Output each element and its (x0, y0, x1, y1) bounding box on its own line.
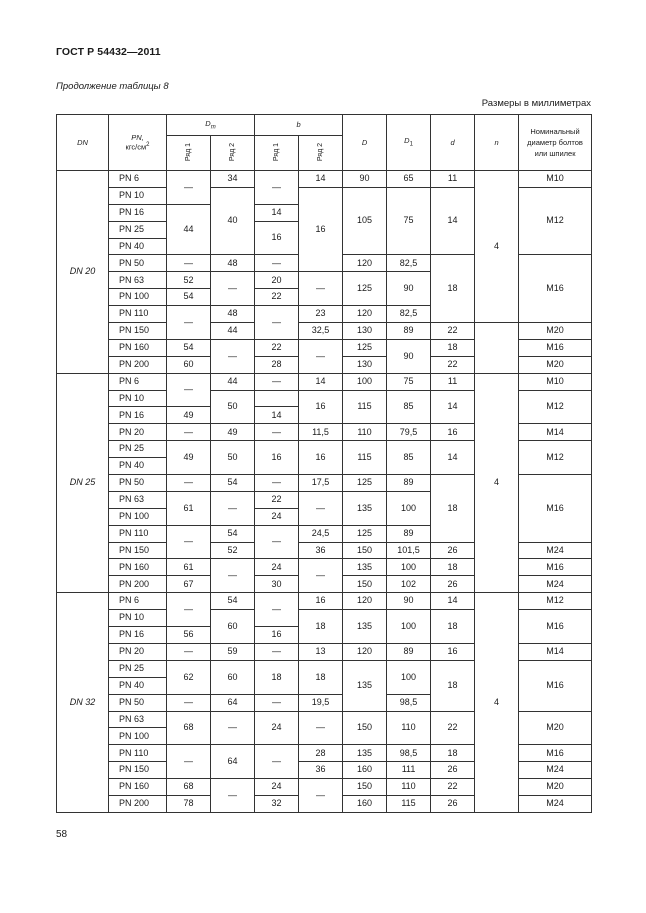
cell: — (255, 593, 299, 627)
cell: M12 (519, 593, 592, 610)
pn-cell: PN 50 (109, 694, 167, 711)
cell: — (255, 306, 299, 340)
cell: 14 (255, 204, 299, 221)
cell: 14 (431, 593, 475, 610)
cell: 150 (343, 779, 387, 796)
cell: 100 (343, 373, 387, 390)
cell: — (167, 255, 211, 272)
cell: 89 (387, 643, 431, 660)
cell: 150 (343, 711, 387, 745)
pn-cell: PN 10 (109, 390, 167, 407)
cell: 16 (431, 643, 475, 660)
cell: 61 (167, 559, 211, 576)
cell: 68 (167, 711, 211, 745)
cell: 40 (211, 187, 255, 255)
pn-cell: PN 50 (109, 255, 167, 272)
cell: 125 (343, 339, 387, 356)
col-header-dm-row1: Ряд 1 (167, 136, 211, 171)
cell: 89 (387, 475, 431, 492)
cell: 36 (299, 762, 343, 779)
cell: M16 (519, 255, 592, 323)
cell: 18 (431, 660, 475, 711)
pn-cell: PN 100 (109, 289, 167, 306)
cell: 125 (343, 272, 387, 306)
cell: 79,5 (387, 424, 431, 441)
cell: 44 (167, 204, 211, 255)
cell: 135 (343, 491, 387, 525)
cell: 135 (343, 745, 387, 762)
cell: 90 (343, 171, 387, 188)
cell: 18 (255, 660, 299, 694)
cell: 160 (343, 795, 387, 812)
cell: 105 (343, 187, 387, 255)
cell: — (167, 475, 211, 492)
cell: 54 (211, 525, 255, 542)
cell: 50 (211, 390, 255, 424)
cell: 16 (299, 441, 343, 475)
cell: 16 (299, 390, 343, 424)
cell: — (255, 525, 299, 559)
cell: 14 (299, 171, 343, 188)
cell: — (211, 779, 255, 813)
cell: 13 (299, 643, 343, 660)
cell: 90 (387, 339, 431, 373)
cell: — (167, 694, 211, 711)
cell: 11,5 (299, 424, 343, 441)
cell: 135 (343, 610, 387, 644)
cell: — (299, 272, 343, 306)
cell: 28 (299, 745, 343, 762)
cell: 120 (343, 255, 387, 272)
cell: — (211, 559, 255, 593)
cell: 11 (431, 373, 475, 390)
group-dn32 (57, 593, 592, 813)
pn-cell: PN 200 (109, 795, 167, 812)
cell: 64 (211, 694, 255, 711)
cell: 64 (211, 745, 255, 779)
cell: 135 (343, 660, 387, 711)
cell: M14 (519, 424, 592, 441)
cell: 14 (299, 373, 343, 390)
pn-cell: PN 100 (109, 728, 167, 745)
cell: M12 (519, 390, 592, 424)
cell: — (167, 306, 211, 340)
cell: M16 (519, 559, 592, 576)
cell: 54 (167, 289, 211, 306)
cell: 60 (211, 610, 255, 644)
pn-cell: PN 25 (109, 660, 167, 677)
cell: 24 (255, 508, 299, 525)
cell: 26 (431, 542, 475, 559)
cell: 16 (299, 593, 343, 610)
cell: — (255, 475, 299, 492)
cell: 23 (299, 306, 343, 323)
pn-cell: PN 200 (109, 576, 167, 593)
col-header-b-row2: Ряд 2 (299, 136, 343, 171)
page-number: 58 (56, 829, 68, 840)
group-dn20 (57, 171, 592, 374)
cell: M24 (519, 542, 592, 559)
cell: 54 (167, 339, 211, 356)
cell: 150 (343, 576, 387, 593)
pn-cell: PN 160 (109, 559, 167, 576)
cell: — (255, 255, 299, 272)
cell: 16 (299, 187, 343, 271)
cell: 82,5 (387, 255, 431, 272)
pn-cell: PN 110 (109, 745, 167, 762)
table-row (57, 323, 592, 340)
cell: — (299, 491, 343, 525)
cell: 68 (167, 779, 211, 796)
col-header-D: D (343, 115, 387, 171)
table-row (57, 171, 592, 188)
pn-cell: PN 63 (109, 491, 167, 508)
standard-title: ГОСТ Р 54432—2011 (56, 46, 161, 58)
cell: 19,5 (299, 694, 343, 711)
col-header-b-row1: Ряд 1 (255, 136, 299, 171)
pn-cell: PN 16 (109, 204, 167, 221)
cell: 56 (167, 627, 211, 644)
cell: 49 (167, 441, 211, 475)
cell: 67 (167, 576, 211, 593)
cell: — (255, 694, 299, 711)
cell: 110 (343, 424, 387, 441)
cell: — (299, 711, 343, 745)
cell: 36 (299, 542, 343, 559)
cell: 4 (475, 593, 519, 813)
cell: 44 (211, 373, 255, 390)
cell: — (299, 779, 343, 813)
cell: 20 (255, 272, 299, 289)
pn-cell: PN 110 (109, 306, 167, 323)
cell: 65 (387, 171, 431, 188)
cell: 130 (343, 356, 387, 373)
pn-cell: PN 63 (109, 272, 167, 289)
cell: 22 (431, 323, 475, 340)
table-row (57, 373, 592, 390)
cell: 85 (387, 390, 431, 424)
cell: 60 (211, 660, 255, 694)
pn-cell: PN 16 (109, 627, 167, 644)
cell: 14 (431, 187, 475, 255)
cell: — (299, 339, 343, 373)
cell: 16 (255, 627, 299, 644)
cell: M20 (519, 323, 592, 340)
cell: — (167, 593, 211, 627)
cell: M24 (519, 795, 592, 812)
cell: 18 (299, 610, 343, 644)
pn-cell: PN 40 (109, 677, 167, 694)
cell: 4 (475, 171, 519, 323)
pn-cell: PN 110 (109, 525, 167, 542)
cell: 22 (255, 289, 299, 306)
cell: M12 (519, 187, 592, 255)
cell: 34 (211, 171, 255, 188)
cell: 101,5 (387, 542, 431, 559)
cell: — (255, 373, 299, 390)
cell: 78 (167, 795, 211, 812)
cell: 18 (431, 339, 475, 356)
pn-cell: PN 6 (109, 593, 167, 610)
cell: 62 (167, 660, 211, 694)
cell: M24 (519, 576, 592, 593)
cell: — (299, 559, 343, 593)
cell: 120 (343, 306, 387, 323)
cell: 26 (431, 795, 475, 812)
cell: 32 (255, 795, 299, 812)
cell: M10 (519, 171, 592, 188)
pn-cell: PN 25 (109, 221, 167, 238)
cell: M10 (519, 373, 592, 390)
cell: — (167, 643, 211, 660)
col-header-b: b (255, 115, 343, 136)
cell: — (211, 272, 255, 306)
cell: 59 (211, 643, 255, 660)
cell: 18 (431, 745, 475, 762)
cell: 16 (255, 221, 299, 255)
cell: 120 (343, 593, 387, 610)
cell: 24 (255, 559, 299, 576)
pn-cell: PN 63 (109, 711, 167, 728)
cell (255, 390, 299, 407)
cell: 150 (343, 542, 387, 559)
col-header-bolt: Номинальный диаметр болтов или шпилек (519, 115, 592, 171)
cell: 89 (387, 323, 431, 340)
cell: — (167, 373, 211, 407)
cell: 18 (431, 559, 475, 576)
cell: 18 (299, 660, 343, 694)
cell: — (211, 711, 255, 745)
cell: 17,5 (299, 475, 343, 492)
cell: 100 (387, 491, 431, 525)
cell: 22 (431, 356, 475, 373)
dn-cell: DN 20 (57, 171, 109, 374)
cell: 18 (431, 610, 475, 644)
cell: M12 (519, 441, 592, 475)
cell: 24 (255, 779, 299, 796)
cell: 89 (387, 525, 431, 542)
cell: 28 (255, 356, 299, 373)
pn-cell: PN 20 (109, 643, 167, 660)
cell: 102 (387, 576, 431, 593)
pn-cell: PN 160 (109, 779, 167, 796)
cell: M24 (519, 762, 592, 779)
cell: 100 (387, 610, 431, 644)
cell: 14 (431, 390, 475, 424)
cell: 14 (431, 441, 475, 475)
cell: — (211, 339, 255, 373)
pn-cell: PN 50 (109, 475, 167, 492)
cell: 52 (167, 272, 211, 289)
cell: — (255, 424, 299, 441)
cell: 49 (211, 424, 255, 441)
pn-cell: PN 40 (109, 458, 167, 475)
dn-cell: DN 25 (57, 373, 109, 593)
cell: 48 (211, 255, 255, 272)
cell: 24 (255, 711, 299, 745)
cell: 18 (431, 475, 475, 543)
pn-cell: PN 6 (109, 171, 167, 188)
cell: 50 (211, 441, 255, 475)
cell: 32,5 (299, 323, 343, 340)
flange-dimensions-table (56, 114, 592, 813)
cell: 120 (343, 643, 387, 660)
col-header-d: d (431, 115, 475, 171)
cell: 100 (387, 559, 431, 576)
cell: 98,5 (387, 694, 431, 711)
cell: 160 (343, 762, 387, 779)
pn-cell: PN 10 (109, 187, 167, 204)
col-header-n: n (475, 115, 519, 171)
cell: 11 (431, 171, 475, 188)
table-continuation-caption: Продолжение таблицы 8 (56, 81, 169, 92)
cell: — (255, 643, 299, 660)
cell: 115 (387, 795, 431, 812)
cell: — (167, 525, 211, 559)
cell: 30 (255, 576, 299, 593)
cell: M16 (519, 475, 592, 543)
cell: M20 (519, 356, 592, 373)
cell: — (211, 491, 255, 525)
cell: M16 (519, 610, 592, 644)
col-header-D1: $D_1$ (387, 115, 431, 171)
cell: M16 (519, 745, 592, 762)
cell: 130 (343, 323, 387, 340)
cell: 4 (475, 373, 519, 593)
cell: 22 (431, 779, 475, 796)
cell: M16 (519, 339, 592, 356)
cell: M20 (519, 711, 592, 745)
cell: 48 (211, 306, 255, 323)
pn-cell: PN 6 (109, 373, 167, 390)
cell: — (167, 745, 211, 779)
col-header-pn: PN, кгс/$см^2$ (109, 115, 167, 171)
cell: 49 (167, 407, 211, 424)
dn-cell: DN 32 (57, 593, 109, 813)
cell: 14 (255, 407, 299, 424)
cell: 98,5 (387, 745, 431, 762)
cell: M14 (519, 643, 592, 660)
cell: 16 (255, 441, 299, 475)
cell: — (167, 171, 211, 205)
col-header-dm-row2: Ряд 2 (211, 136, 255, 171)
cell: 110 (387, 779, 431, 796)
cell: — (255, 745, 299, 779)
cell: — (167, 424, 211, 441)
cell: 75 (387, 373, 431, 390)
units-note: Размеры в миллиметрах (481, 98, 591, 109)
group-dn25 (57, 373, 592, 593)
cell: 115 (343, 441, 387, 475)
cell: 24,5 (299, 525, 343, 542)
cell: 22 (255, 491, 299, 508)
pn-cell: PN 150 (109, 762, 167, 779)
col-header-dn: DN (57, 115, 109, 171)
cell: 75 (387, 187, 431, 255)
cell: M16 (519, 660, 592, 711)
cell: 26 (431, 762, 475, 779)
cell: M20 (519, 779, 592, 796)
cell: 52 (211, 542, 255, 559)
cell (475, 323, 519, 374)
cell: 125 (343, 525, 387, 542)
cell: — (255, 171, 299, 205)
cell: 90 (387, 593, 431, 610)
pn-cell: PN 200 (109, 356, 167, 373)
col-header-dm: $D_m$ (167, 115, 255, 136)
cell: 125 (343, 475, 387, 492)
cell: 54 (211, 475, 255, 492)
cell: 90 (387, 272, 431, 306)
pn-cell: PN 20 (109, 424, 167, 441)
pn-cell: PN 150 (109, 323, 167, 340)
pn-cell: PN 150 (109, 542, 167, 559)
cell: 26 (431, 576, 475, 593)
cell: 18 (431, 255, 475, 323)
cell: 61 (167, 491, 211, 525)
cell: 100 (387, 660, 431, 694)
cell: 54 (211, 593, 255, 610)
cell: 135 (343, 559, 387, 576)
pn-cell: PN 160 (109, 339, 167, 356)
table-row (57, 593, 592, 610)
pn-cell: PN 16 (109, 407, 167, 424)
cell: 111 (387, 762, 431, 779)
pn-cell: PN 100 (109, 508, 167, 525)
cell: 115 (343, 390, 387, 424)
pn-cell: PN 25 (109, 441, 167, 458)
cell: 44 (211, 323, 255, 340)
cell: 16 (431, 424, 475, 441)
cell: 22 (431, 711, 475, 745)
cell: 82,5 (387, 306, 431, 323)
cell: 85 (387, 441, 431, 475)
pn-cell: PN 40 (109, 238, 167, 255)
pn-cell: PN 10 (109, 610, 167, 627)
cell: 22 (255, 339, 299, 356)
cell: 110 (387, 711, 431, 745)
cell: 60 (167, 356, 211, 373)
